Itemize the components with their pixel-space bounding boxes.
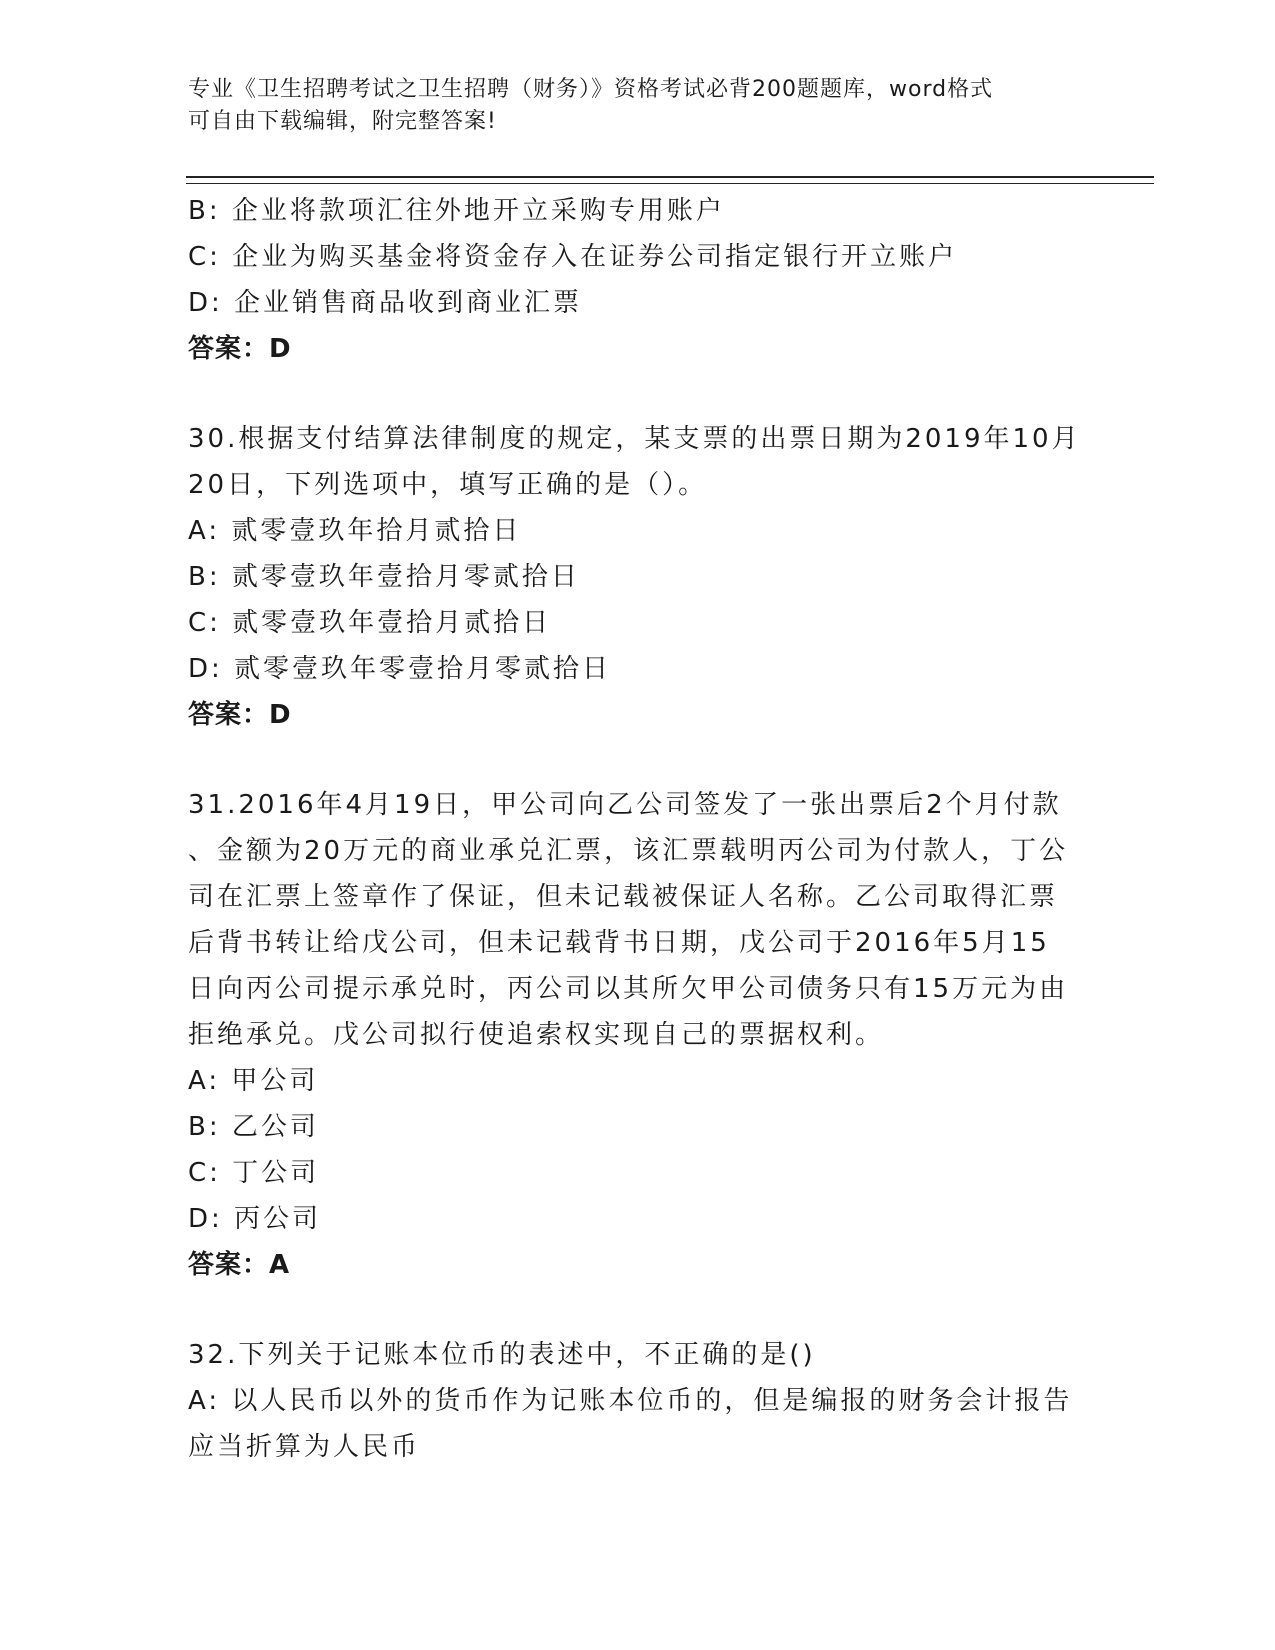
question-text-line: 、金额为20万元的商业承兑汇票，该汇票载明丙公司为付款人，丁公: [188, 836, 1069, 866]
question-31: [188, 782, 1088, 1288]
question-text-line: 31.2016年4月19日，甲公司向乙公司签发了一张出票后2个月付款: [188, 790, 1062, 820]
option-a-continuation: 应当折算为人民币: [188, 1432, 421, 1462]
previous-question-tail: [188, 188, 1088, 372]
question-text-line: 32.下列关于记账本位币的表述中，不正确的是(): [188, 1340, 816, 1370]
document-content: [188, 188, 1088, 1470]
question-text-line: 20日，下列选项中，填写正确的是（）。: [188, 470, 708, 500]
question-text-line: 后背书转让给戊公司，但未记载背书日期，戊公司于2016年5月15: [188, 928, 1050, 958]
question-text-line: 30.根据支付结算法律制度的规定，某支票的出票日期为2019年10月: [188, 424, 1081, 454]
question-32: [188, 1332, 1088, 1470]
option-c: C: 贰零壹玖年壹拾月贰拾日: [188, 608, 552, 638]
option-b: B: 乙公司: [188, 1112, 319, 1142]
option-b: B: 贰零壹玖年壹拾月零贰拾日: [188, 562, 580, 592]
option-a: A: 贰零壹玖年拾月贰拾日: [188, 516, 522, 546]
header-divider-thick: [186, 176, 1154, 178]
question-text-line: 司在汇票上签章作了保证，但未记载被保证人名称。乙公司取得汇票: [188, 882, 1059, 912]
option-d: D: 企业销售商品收到商业汇票: [188, 288, 583, 318]
header-line-2: 可自由下载编辑，附完整答案!: [188, 109, 497, 134]
question-30: [188, 416, 1088, 738]
answer-line: 答案：A: [188, 1250, 291, 1280]
option-c: C: 丁公司: [188, 1158, 320, 1188]
option-a: A: 以人民币以外的货币作为记账本位币的，但是编报的财务会计报告: [188, 1386, 1073, 1416]
question-text-line: 拒绝承兑。戊公司拟行使追索权实现自己的票据权利。: [188, 1020, 885, 1050]
document-header: [188, 74, 1068, 138]
option-b: B: 企业将款项汇往外地开立采购专用账户: [188, 196, 725, 226]
header-divider-thin: [186, 183, 1154, 184]
option-d: D: 贰零壹玖年零壹拾月零贰拾日: [188, 654, 612, 684]
option-d: D: 丙公司: [188, 1204, 322, 1234]
answer-line: 答案：D: [188, 334, 292, 364]
option-c: C: 企业为购买基金将资金存入在证券公司指定银行开立账户: [188, 242, 958, 272]
answer-line: 答案：D: [188, 700, 292, 730]
question-text-line: 日向丙公司提示承兑时，丙公司以其所欠甲公司债务只有15万元为由: [188, 974, 1069, 1004]
header-line-1: 专业《卫生招聘考试之卫生招聘（财务）》资格考试必背200题题库，word格式: [188, 77, 994, 102]
option-a: A: 甲公司: [188, 1066, 319, 1096]
